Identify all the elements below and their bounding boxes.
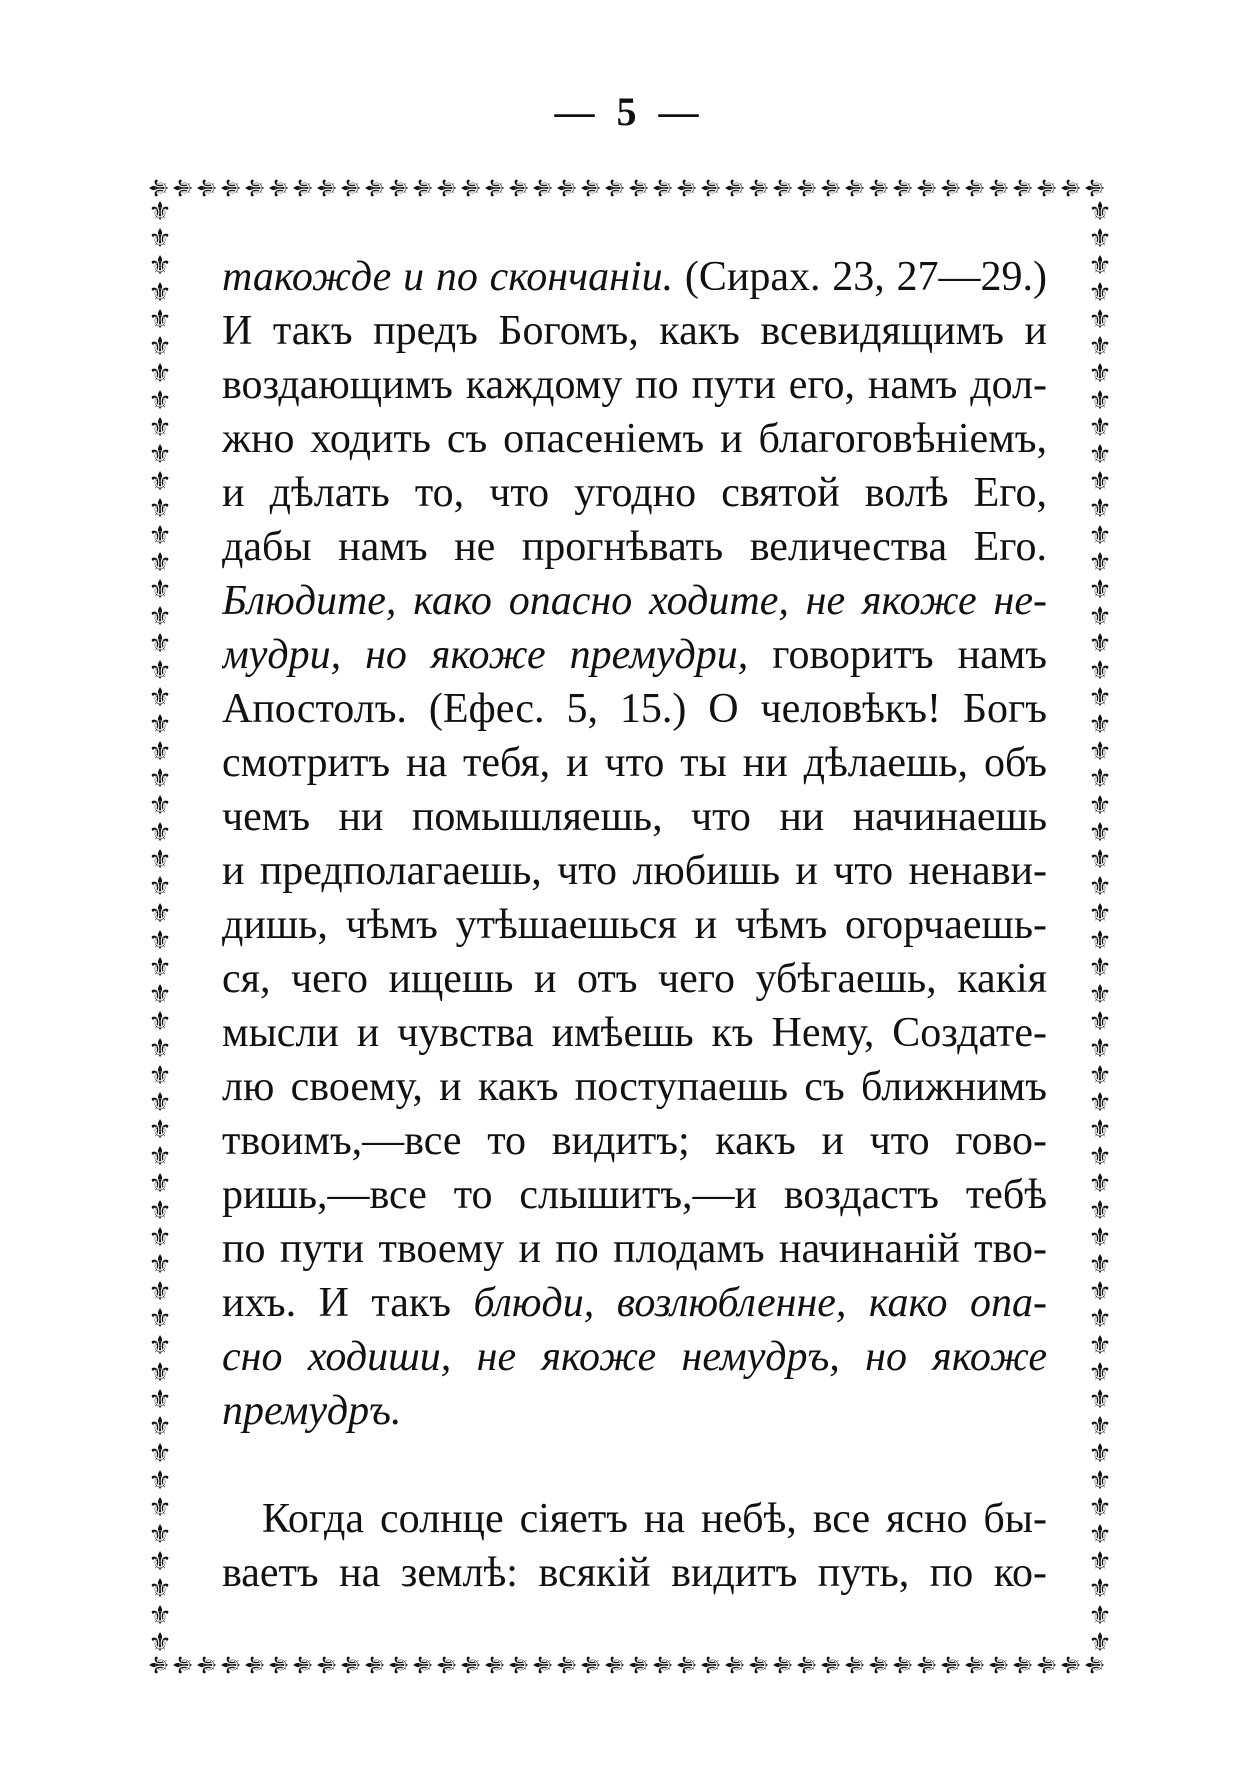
- fleuron-icon: ⚜: [337, 1653, 367, 1677]
- fleuron-icon: ⚜: [148, 1115, 172, 1145]
- fleuron-icon: ⚜: [1088, 1061, 1112, 1091]
- fleuron-icon: ⚜: [1088, 305, 1112, 335]
- fleuron-icon: ⚜: [265, 1653, 295, 1677]
- fleuron-icon: ⚜: [148, 278, 172, 308]
- text-line: [222, 952, 1047, 1006]
- fleuron-icon: ⚜: [1088, 1358, 1112, 1388]
- fleuron-icon: ⚜: [1088, 1223, 1112, 1253]
- fleuron-icon: ⚜: [1088, 845, 1112, 875]
- fleuron-icon: ⚜: [148, 1358, 172, 1388]
- fleuron-icon: ⚜: [148, 737, 172, 767]
- text-run: воздающимъ каждому по пути его, намъ дол-: [222, 362, 1047, 408]
- fleuron-icon: ⚜: [913, 1653, 943, 1677]
- fleuron-icon: ⚜: [913, 176, 943, 200]
- fleuron-icon: ⚜: [1088, 1250, 1112, 1280]
- fleuron-icon: ⚜: [148, 1088, 172, 1118]
- fleuron-icon: ⚜: [148, 1196, 172, 1226]
- text-run: говоритъ намъ: [748, 632, 1047, 678]
- text-line: [222, 1546, 1047, 1600]
- fleuron-icon: ⚜: [148, 359, 172, 389]
- fleuron-icon: ⚜: [289, 1653, 319, 1677]
- fleuron-icon: ⚜: [148, 1412, 172, 1442]
- fleuron-icon: ⚜: [1088, 278, 1112, 308]
- fleuron-icon: ⚜: [148, 1547, 172, 1577]
- fleuron-icon: ⚜: [169, 176, 199, 200]
- fleuron-icon: ⚜: [1088, 1007, 1112, 1037]
- fleuron-icon: ⚜: [1088, 1142, 1112, 1172]
- fleuron-icon: ⚜: [148, 1142, 172, 1172]
- fleuron-icon: ⚜: [313, 176, 343, 200]
- fleuron-icon: ⚜: [148, 251, 172, 281]
- fleuron-icon: ⚜: [1088, 1412, 1112, 1442]
- text-line: [222, 304, 1047, 358]
- fleuron-icon: ⚜: [985, 1653, 1015, 1677]
- fleuron-icon: ⚜: [148, 1493, 172, 1523]
- fleuron-icon: ⚜: [961, 1653, 991, 1677]
- fleuron-icon: ⚜: [193, 176, 223, 200]
- fleuron-icon: ⚜: [865, 176, 895, 200]
- fleuron-icon: ⚜: [817, 1653, 847, 1677]
- fleuron-icon: ⚜: [313, 1653, 343, 1677]
- fleuron-icon: ⚜: [457, 1653, 487, 1677]
- fleuron-icon: ⚜: [505, 176, 535, 200]
- fleuron-icon: ⚜: [457, 176, 487, 200]
- text-line: [222, 358, 1047, 412]
- fleuron-icon: ⚜: [148, 1034, 172, 1064]
- fleuron-icon: ⚜: [793, 1653, 823, 1677]
- fleuron-icon: ⚜: [1081, 176, 1111, 200]
- text-line: [222, 844, 1047, 898]
- fleuron-icon: ⚜: [148, 926, 172, 956]
- fleuron-icon: ⚜: [1088, 1115, 1112, 1145]
- fleuron-icon: ⚜: [217, 176, 247, 200]
- text-line: [222, 1114, 1047, 1168]
- fleuron-icon: ⚜: [1088, 386, 1112, 416]
- fleuron-icon: ⚜: [193, 1653, 223, 1677]
- fleuron-icon: ⚜: [148, 305, 172, 335]
- fleuron-icon: ⚜: [1088, 548, 1112, 578]
- fleuron-icon: ⚜: [148, 548, 172, 578]
- text-line: [222, 1276, 1047, 1330]
- text-run: дишь, чѣмъ утѣшаешься и чѣмъ огорчаешь-: [222, 902, 1047, 948]
- fleuron-icon: ⚜: [169, 1653, 199, 1677]
- fleuron-icon: ⚜: [1088, 1277, 1112, 1307]
- fleuron-icon: ⚜: [1088, 710, 1112, 740]
- fleuron-icon: ⚜: [148, 1061, 172, 1091]
- text-run: ихъ. И такъ: [222, 1280, 474, 1326]
- fleuron-icon: ⚜: [1088, 872, 1112, 902]
- text-run: Апостолъ. (Ефес. 5, 15.) О человѣкъ! Богъ: [222, 686, 1047, 732]
- fleuron-icon: ⚜: [889, 1653, 919, 1677]
- fleuron-icon: ⚜: [148, 683, 172, 713]
- fleuron-icon: ⚜: [1088, 737, 1112, 767]
- fleuron-icon: ⚜: [241, 1653, 271, 1677]
- fleuron-icon: ⚜: [481, 176, 511, 200]
- fleuron-icon: ⚜: [385, 176, 415, 200]
- fleuron-icon: ⚜: [433, 1653, 463, 1677]
- fleuron-icon: ⚜: [148, 845, 172, 875]
- fleuron-icon: ⚜: [1088, 1601, 1112, 1631]
- text-run: И такъ предъ Богомъ, какъ всевидящимъ и: [222, 308, 1047, 354]
- fleuron-icon: ⚜: [481, 1653, 511, 1677]
- fleuron-icon: ⚜: [148, 440, 172, 470]
- fleuron-icon: ⚜: [409, 176, 439, 200]
- fleuron-icon: ⚜: [1088, 656, 1112, 686]
- fleuron-icon: ⚜: [1088, 494, 1112, 524]
- fleuron-icon: ⚜: [148, 1574, 172, 1604]
- fleuron-icon: ⚜: [148, 1169, 172, 1199]
- text-line: [222, 1222, 1047, 1276]
- text-run: ришь,—все то слышитъ,—и воздастъ тебѣ: [222, 1172, 1047, 1218]
- fleuron-icon: ⚜: [1088, 791, 1112, 821]
- fleuron-icon: ⚜: [148, 1466, 172, 1496]
- fleuron-icon: ⚜: [148, 1601, 172, 1631]
- fleuron-icon: ⚜: [148, 1520, 172, 1550]
- fleuron-icon: ⚜: [1088, 413, 1112, 443]
- text-line: [222, 1168, 1047, 1222]
- fleuron-icon: ⚜: [148, 764, 172, 794]
- fleuron-icon: ⚜: [1088, 980, 1112, 1010]
- fleuron-icon: ⚜: [505, 1653, 535, 1677]
- fleuron-icon: ⚜: [148, 413, 172, 443]
- italic-quote: Блюдите, како опасно ходите, не якоже не-: [222, 578, 1047, 624]
- fleuron-icon: ⚜: [1088, 818, 1112, 848]
- text-line: [222, 790, 1047, 844]
- text-run: жно ходить съ опасенiемъ и благоговѣнiемъ,: [222, 416, 1047, 462]
- fleuron-icon: ⚜: [673, 1653, 703, 1677]
- fleuron-icon: ⚜: [148, 1628, 172, 1658]
- fleuron-icon: ⚜: [937, 1653, 967, 1677]
- fleuron-icon: ⚜: [148, 1331, 172, 1361]
- text-run: лю своему, и какъ поступаешь съ ближнимъ: [222, 1064, 1047, 1110]
- fleuron-icon: ⚜: [601, 176, 631, 200]
- text-line: [222, 898, 1047, 952]
- fleuron-icon: ⚜: [745, 1653, 775, 1677]
- fleuron-icon: ⚜: [577, 1653, 607, 1677]
- fleuron-icon: ⚜: [817, 176, 847, 200]
- fleuron-icon: ⚜: [217, 1653, 247, 1677]
- fleuron-icon: ⚜: [529, 1653, 559, 1677]
- fleuron-icon: ⚜: [1088, 1493, 1112, 1523]
- fleuron-icon: ⚜: [385, 1653, 415, 1677]
- fleuron-icon: ⚜: [148, 197, 172, 227]
- fleuron-icon: ⚜: [148, 980, 172, 1010]
- fleuron-icon: ⚜: [1088, 224, 1112, 254]
- text-line: [222, 574, 1047, 628]
- fleuron-icon: ⚜: [1088, 1088, 1112, 1118]
- fleuron-icon: ⚜: [721, 1653, 751, 1677]
- text-line: [222, 412, 1047, 466]
- fleuron-icon: ⚜: [1088, 359, 1112, 389]
- fleuron-icon: ⚜: [1088, 899, 1112, 929]
- text-run: твоимъ,—все то видитъ; какъ и что гово-: [222, 1118, 1047, 1164]
- fleuron-icon: ⚜: [1088, 683, 1112, 713]
- fleuron-icon: ⚜: [148, 656, 172, 686]
- fleuron-icon: ⚜: [601, 1653, 631, 1677]
- fleuron-icon: ⚜: [1088, 926, 1112, 956]
- fleuron-icon: ⚜: [148, 494, 172, 524]
- fleuron-icon: ⚜: [1088, 1574, 1112, 1604]
- fleuron-icon: ⚜: [148, 224, 172, 254]
- fleuron-icon: ⚜: [148, 1250, 172, 1280]
- page-number: — 5 —: [554, 89, 705, 134]
- italic-quote: такожде и по скончанiи.: [222, 254, 674, 300]
- fleuron-icon: ⚜: [433, 176, 463, 200]
- italic-quote: сно ходиши, не якоже немудръ, но якоже: [222, 1334, 1047, 1380]
- fleuron-icon: ⚜: [553, 176, 583, 200]
- fleuron-icon: ⚜: [1088, 1547, 1112, 1577]
- fleuron-icon: ⚜: [1088, 1439, 1112, 1469]
- text-line: [222, 628, 1047, 682]
- fleuron-icon: ⚜: [1009, 176, 1039, 200]
- text-run: смотритъ на тебя, и что ты ни дѣлаешь, объ: [222, 740, 1047, 786]
- fleuron-icon: ⚜: [937, 176, 967, 200]
- text-line: [222, 520, 1047, 574]
- fleuron-icon: ⚜: [1088, 953, 1112, 983]
- fleuron-icon: ⚜: [148, 710, 172, 740]
- text-run: мысли и чувства имѣешь къ Нему, Создате-: [222, 1010, 1047, 1056]
- fleuron-icon: ⚜: [961, 176, 991, 200]
- fleuron-icon: ⚜: [1088, 1520, 1112, 1550]
- fleuron-icon: ⚜: [148, 953, 172, 983]
- fleuron-icon: ⚜: [1088, 332, 1112, 362]
- text-run: ся, чего ищешь и отъ чего убѣгаешь, какiя: [222, 956, 1047, 1002]
- fleuron-icon: ⚜: [337, 176, 367, 200]
- text-run: ваетъ на землѣ: всякiй видитъ путь, по ко-: [222, 1550, 1047, 1596]
- text-line: [222, 250, 1047, 304]
- fleuron-icon: ⚜: [409, 1653, 439, 1677]
- fleuron-icon: ⚜: [721, 176, 751, 200]
- fleuron-icon: ⚜: [148, 575, 172, 605]
- fleuron-icon: ⚜: [625, 1653, 655, 1677]
- fleuron-icon: ⚜: [148, 872, 172, 902]
- text-run: Когда солнце сiяетъ на небѣ, все ясно бы-: [262, 1496, 1047, 1542]
- fleuron-icon: ⚜: [1088, 602, 1112, 632]
- fleuron-icon: ⚜: [1088, 1466, 1112, 1496]
- fleuron-icon: ⚜: [1088, 440, 1112, 470]
- text-line: [222, 1060, 1047, 1114]
- fleuron-icon: ⚜: [529, 176, 559, 200]
- text-run: чемъ ни помышляешь, что ни начинаешь: [222, 794, 1047, 840]
- fleuron-icon: ⚜: [1088, 1385, 1112, 1415]
- text-line: [222, 1330, 1047, 1384]
- fleuron-icon: ⚜: [625, 176, 655, 200]
- fleuron-icon: ⚜: [148, 899, 172, 929]
- fleuron-icon: ⚜: [1088, 1196, 1112, 1226]
- fleuron-icon: ⚜: [148, 1439, 172, 1469]
- fleuron-icon: ⚜: [745, 176, 775, 200]
- fleuron-icon: ⚜: [148, 1277, 172, 1307]
- fleuron-icon: ⚜: [148, 602, 172, 632]
- fleuron-icon: ⚜: [1088, 1034, 1112, 1064]
- fleuron-icon: ⚜: [148, 1385, 172, 1415]
- fleuron-icon: ⚜: [1009, 1653, 1039, 1677]
- fleuron-icon: ⚜: [841, 1653, 871, 1677]
- fleuron-icon: ⚜: [697, 1653, 727, 1677]
- fleuron-icon: ⚜: [1033, 176, 1063, 200]
- fleuron-icon: ⚜: [361, 176, 391, 200]
- fleuron-icon: ⚜: [289, 176, 319, 200]
- fleuron-icon: ⚜: [1033, 1653, 1063, 1677]
- fleuron-icon: ⚜: [148, 1223, 172, 1253]
- fleuron-icon: ⚜: [145, 1653, 175, 1677]
- fleuron-icon: ⚜: [1088, 629, 1112, 659]
- fleuron-icon: ⚜: [361, 1653, 391, 1677]
- text-run: по пути твоему и по плодамъ начинанiй тво-: [222, 1226, 1047, 1272]
- text-run: дабы намъ не прогнѣвать величества Его.: [222, 524, 1047, 570]
- fleuron-icon: ⚜: [1088, 197, 1112, 227]
- italic-quote: блюди, возлюбленне, како опа-: [473, 1280, 1047, 1326]
- text-run: и дѣлать то, что угодно святой волѣ Его,: [222, 470, 1047, 516]
- fleuron-icon: ⚜: [1057, 1653, 1087, 1677]
- fleuron-icon: ⚜: [148, 386, 172, 416]
- text-line: [222, 682, 1047, 736]
- fleuron-icon: ⚜: [985, 176, 1015, 200]
- fleuron-icon: ⚜: [148, 629, 172, 659]
- fleuron-icon: ⚜: [241, 176, 271, 200]
- fleuron-icon: ⚜: [577, 176, 607, 200]
- text-line: [222, 1492, 1047, 1546]
- fleuron-icon: ⚜: [148, 818, 172, 848]
- fleuron-icon: ⚜: [1057, 176, 1087, 200]
- fleuron-icon: ⚜: [865, 1653, 895, 1677]
- fleuron-icon: ⚜: [148, 521, 172, 551]
- fleuron-icon: ⚜: [1088, 1628, 1112, 1658]
- fleuron-icon: ⚜: [673, 176, 703, 200]
- fleuron-icon: ⚜: [889, 176, 919, 200]
- fleuron-icon: ⚜: [553, 1653, 583, 1677]
- text-line: [222, 736, 1047, 790]
- paragraph-gap: [222, 1438, 1047, 1492]
- fleuron-icon: ⚜: [1088, 575, 1112, 605]
- text-run: (Сирах. 23, 27—29.): [673, 254, 1047, 300]
- fleuron-icon: ⚜: [148, 1304, 172, 1334]
- fleuron-icon: ⚜: [649, 1653, 679, 1677]
- fleuron-icon: ⚜: [145, 176, 175, 200]
- text-run: и предполагаешь, что любишь и что ненави-: [222, 848, 1047, 894]
- fleuron-icon: ⚜: [1088, 251, 1112, 281]
- fleuron-icon: ⚜: [841, 176, 871, 200]
- fleuron-icon: ⚜: [1088, 521, 1112, 551]
- body-text: [222, 250, 1047, 1600]
- italic-quote: премудръ.: [222, 1388, 402, 1434]
- fleuron-icon: ⚜: [265, 176, 295, 200]
- fleuron-icon: ⚜: [1088, 1331, 1112, 1361]
- fleuron-icon: ⚜: [148, 332, 172, 362]
- italic-quote: мудри, но якоже премудри,: [222, 632, 749, 678]
- fleuron-icon: ⚜: [1088, 1169, 1112, 1199]
- fleuron-icon: ⚜: [769, 1653, 799, 1677]
- text-line: [222, 466, 1047, 520]
- fleuron-icon: ⚜: [1088, 764, 1112, 794]
- fleuron-icon: ⚜: [1088, 1304, 1112, 1334]
- fleuron-icon: ⚜: [148, 467, 172, 497]
- fleuron-icon: ⚜: [793, 176, 823, 200]
- fleuron-icon: ⚜: [769, 176, 799, 200]
- fleuron-icon: ⚜: [697, 176, 727, 200]
- fleuron-icon: ⚜: [649, 176, 679, 200]
- text-line: [222, 1384, 1047, 1438]
- fleuron-icon: ⚜: [148, 1007, 172, 1037]
- fleuron-icon: ⚜: [148, 791, 172, 821]
- fleuron-icon: ⚜: [1081, 1653, 1111, 1677]
- text-line: [222, 1006, 1047, 1060]
- fleuron-icon: ⚜: [1088, 467, 1112, 497]
